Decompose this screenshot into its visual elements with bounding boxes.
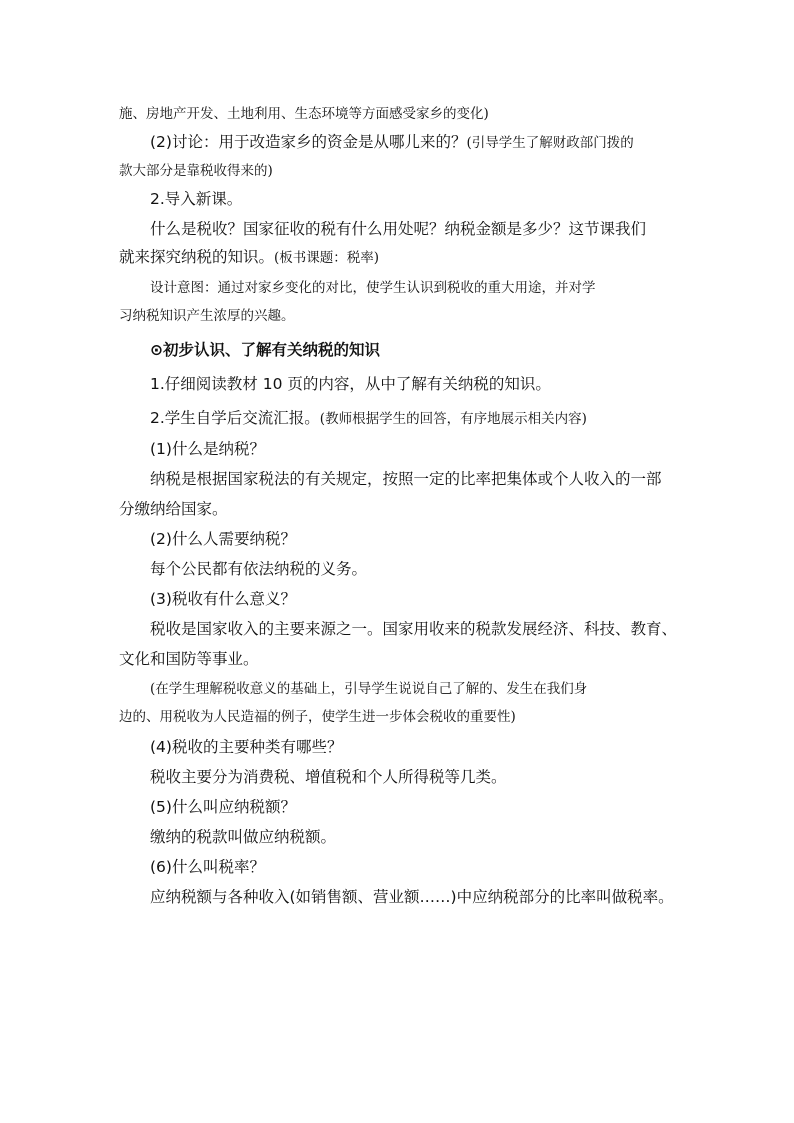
lesson-question-2	[119, 247, 679, 268]
answer-3-line-1: 税收是国家收入的主要来源之一。国家用收来的税款发展经济、科技、教育、	[150, 620, 678, 638]
read-textbook-step: 1.仔细阅读教材 10 页的内容，从中了解有关纳税的知识。	[150, 375, 551, 393]
design-intent-1: 设计意图：通过对家乡变化的对比，使学生认识到税收的重大用途，并对学	[150, 280, 596, 296]
answer-1-line-2: 分缴纳给国家。	[119, 500, 228, 518]
lesson-question-2-text: 就来探究纳税的知识。	[119, 248, 275, 266]
teacher-note-3-line-1: (在学生理解税收意义的基础上，引导学生说说自己了解的、发生在我们身	[150, 681, 588, 697]
teacher-note-3-line-2: 边的、用税收为人民造福的例子，使学生进一步体会税收的重要性)	[119, 709, 516, 725]
question-6: (6)什么叫税率？	[150, 858, 265, 876]
step-intro-new-lesson: 2.导入新课。	[150, 190, 243, 208]
answer-1-line-1: 纳税是根据国家税法的有关规定，按照一定的比率把集体或个人收入的一部	[150, 470, 662, 488]
board-title-note: (板书课题：税率)	[274, 250, 380, 266]
intro-continuation: 施、房地产开发、土地利用、生态环境等方面感受家乡的变化)	[119, 106, 489, 122]
question-2: (2)什么人需要纳税？	[150, 530, 296, 548]
document-body	[119, 104, 679, 907]
question-3: (3)税收有什么意义？	[150, 590, 296, 608]
discussion-question	[119, 132, 679, 153]
answer-5: 缴纳的税款叫做应纳税额。	[150, 828, 337, 846]
answer-4: 税收主要分为消费税、增值税和个人所得税等几类。	[150, 768, 507, 786]
report-step-note: (教师根据学生的回答，有序地展示相关内容)	[319, 411, 587, 427]
answer-2: 每个公民都有依法纳税的义务。	[150, 560, 368, 578]
answer-6: 应纳税额与各种收入(如销售额、营业额……)中应纳税部分的比率叫做税率。	[150, 888, 674, 906]
discussion-note-2: 款大部分是靠税收得来的)	[119, 163, 273, 179]
question-4: (4)税收的主要种类有哪些？	[150, 738, 343, 756]
lesson-question-1: 什么是税收？国家征收的税有什么用处呢？纳税金额是多少？这节课我们	[150, 220, 647, 238]
report-step	[119, 408, 679, 429]
discussion-note-1: (引导学生了解财政部门拨的	[466, 135, 634, 151]
question-5: (5)什么叫应纳税额？	[150, 798, 296, 816]
question-1: (1)什么是纳税？	[150, 440, 265, 458]
answer-3-line-2: 文化和国防等事业。	[119, 650, 259, 668]
report-step-text: 2.学生自学后交流汇报。	[150, 409, 320, 427]
section-heading: ⊙初步认识、了解有关纳税的知识	[150, 341, 380, 359]
discussion-question-text: (2)讨论：用于改造家乡的资金是从哪儿来的？	[150, 133, 467, 151]
design-intent-2: 习纳税知识产生浓厚的兴趣。	[119, 308, 295, 324]
